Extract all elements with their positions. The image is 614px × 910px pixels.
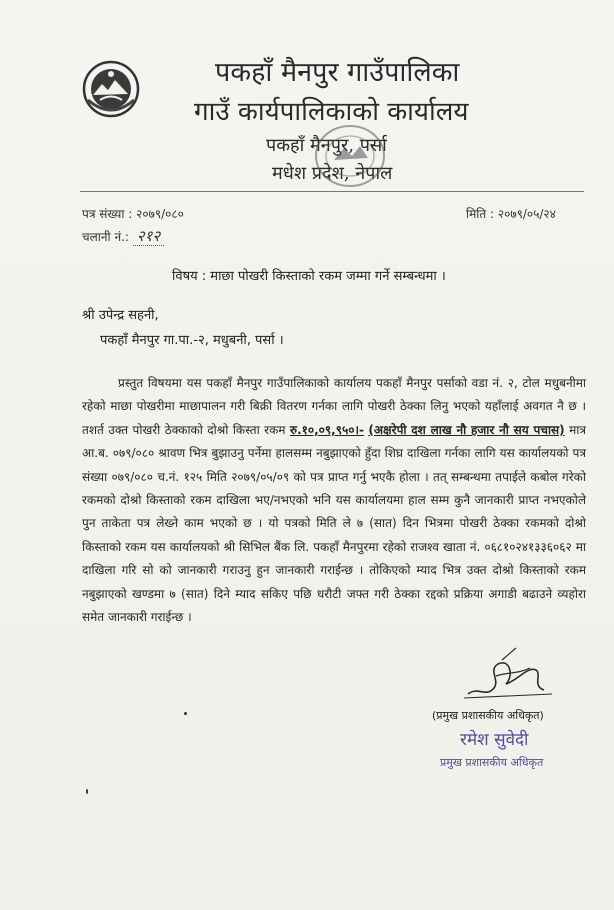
signatory-role: (प्रमुख प्रशासकीय अधिकृत) xyxy=(432,709,544,722)
amount-figure: रु.१०,०९,९५०।- xyxy=(289,422,364,437)
dispatch-value: २१२ xyxy=(133,227,164,246)
reference-number: पत्र संख्या : २०७९/०८० xyxy=(82,207,184,221)
body-text-main: मात्र आ.ब. ०७९/०८० श्रावण भित्र बुझाउनु पर्नेमा हालसम्म नबुझाएको हुँदा शिघ्र दाखिला गर्नका लागि यस कार्यालयको पत्र संख्या ०७९/०८० च.नं. १२५ मिति २०७९/०५/०९ को पत्र प्राप्त गर्नु भएकै होला । तत् सम्बन्धमा तपाईले कबोल गरेको रकमको दोश्रो किस्ताको रकम दाखिला भए/नभएको भनि यस कार्यालयमा हाल सम्म कुनै जानकारी प्राप्त नभएकोले पुन ताकेता पत्र लेख्ने काम भएको छ । यो पत्रको मिति ले ७ (सात) दिन भित्रमा पोखरी ठेक्का रकमको दोश्रो किस्ताको रकम यस कार्यालयको श्री सिभिल बैंक लि. पकहाँ मैनपुरमा रहेको राजश्व खाता नं. ०६८१०२४१३३६०६२ मा दाखिला गरि सो को जानकारी गराउनु हुन जानकारी गराईन्छ । तोकिएको म्याद भित्र उक्त दोश्रो किस्ताको रकम नबुझाएको खण्डमा ७ (सात) दिने म्याद सकिए पछि धरौटी जफ्त गरी ठेक्का रद्दको प्रक्रिया अगाडी बढाउने व्यहोरा समेत जानकारी गराईन्छ । xyxy=(82,422,586,625)
letterhead-province: मधेश प्रदेश, नेपाल xyxy=(272,163,393,184)
office-seal-stamp xyxy=(300,120,400,192)
letterhead-divider xyxy=(80,191,584,192)
official-name-stamp: रमेश सुवेदी xyxy=(460,730,529,750)
paper-speck xyxy=(184,712,187,715)
handwritten-signature xyxy=(458,646,558,706)
letter-subject: विषय : माछा पोखरी किस्ताको रकम जम्मा गर्ने सम्बन्धमा । xyxy=(172,269,446,284)
recipient-address: पकहाँ मैनपुर गा.पा.-२, मधुबनी, पर्सा । xyxy=(100,333,284,348)
letter-date: मिति : २०७९/०५/२४ xyxy=(466,207,556,221)
paper-speck xyxy=(86,789,88,794)
letterhead-municipality: पकहाँ मैनपुर गाउँपालिका xyxy=(215,57,460,88)
amount-words: (अक्षरेपी दश लाख नौ हजार नौ सय पचास) xyxy=(368,422,565,437)
recipient-name: श्री उपेन्द्र सहनी, xyxy=(82,308,159,323)
dispatch-label: चलानी नं.: xyxy=(82,230,133,244)
nepal-emblem-icon xyxy=(82,60,140,118)
letter-body xyxy=(82,372,586,629)
letterhead-location: पकहाँ मैनपुर, पर्सा xyxy=(266,135,387,156)
body-text-intro: प्रस्तुत विषयमा यस पकहाँ मैनपुर गाउँपालिकाको कार्यालय पकहाँ मैनपुर पर्साको वडा नं. २, टोल मधुबनीमा रहेको माछा पोखरीमा माछापालन गरी बिक्री वितरण गर्नका लागि पोखरी ठेक्का लिनु भएको यहाँलाई अवगत नै छ । तशर्त उक्त पोखरी ठेक्काको दोश्रो किस्ता रकम xyxy=(82,376,586,437)
letterhead-office: गाउँ कार्यपालिकाको कार्यालय xyxy=(194,97,469,127)
official-title-stamp: प्रमुख प्रशासकीय अधिकृत xyxy=(440,756,544,769)
dispatch-number xyxy=(82,226,164,246)
